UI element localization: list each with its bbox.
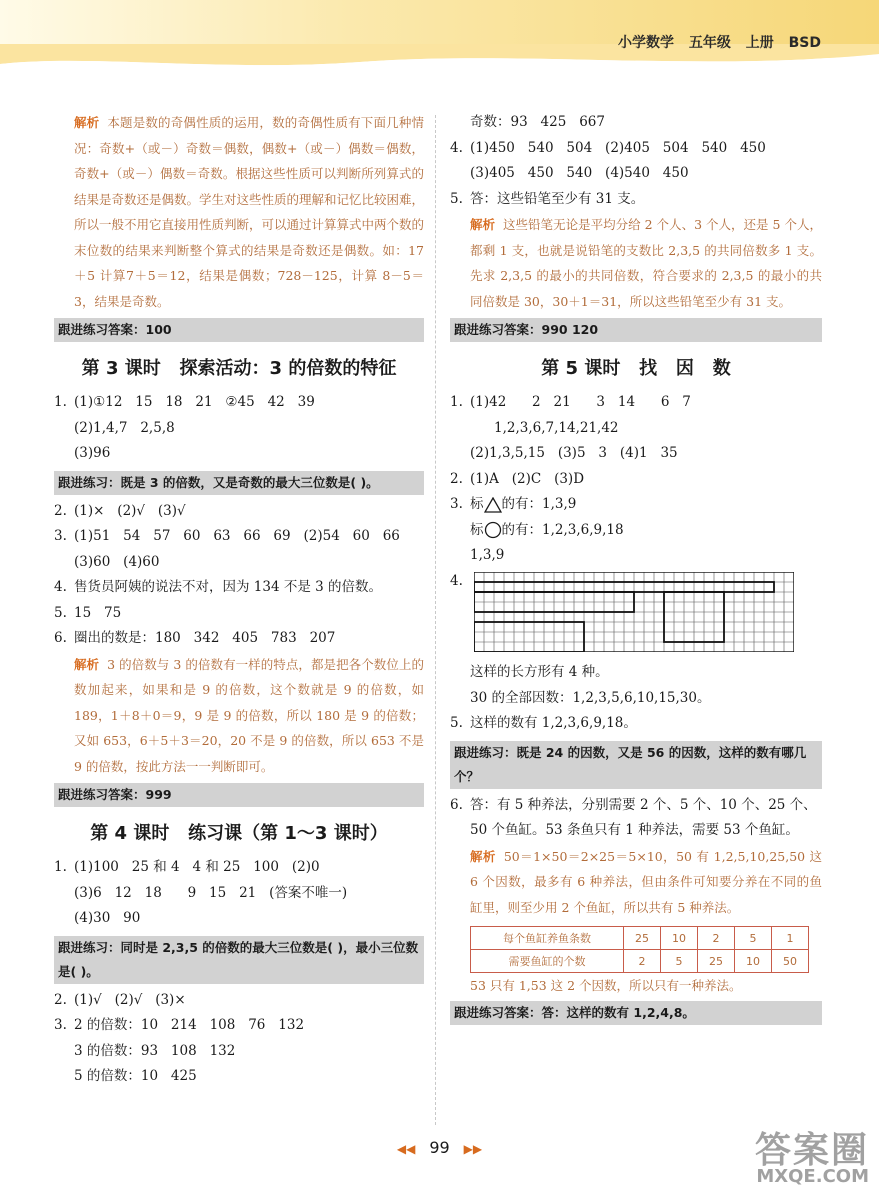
table-cell: 1 (772, 927, 809, 950)
answer-text: 答：有 5 种养法，分别需要 2 个、5 个、10 个、25 个、50 个鱼缸。53 条鱼只有 1 种养法，需要 53 个鱼缸。 (470, 796, 817, 838)
prev-arrows-icon: ◀◀ (396, 1142, 416, 1156)
analysis-text: 50＝1×50＝2×25＝5×10，50 有 1,2,5,10,25,50 这 6 个因数，最多有 6 种养法，但由条件可知要分养在不同的鱼缸里，则至少用 2 个鱼缸，所以共有 5 种养法。 (470, 848, 822, 915)
answer-text: (1)A (2)C (3)D (470, 470, 585, 487)
follow-answer-value: 990 120 (541, 322, 599, 337)
answer-prefix: 标 (470, 496, 484, 512)
grid-figure (474, 572, 794, 652)
question-line (54, 1013, 424, 1039)
answer-text: 的有：1,3,9 (501, 496, 577, 512)
question-number: 3. (450, 496, 463, 512)
question-number: 6. (450, 796, 463, 813)
table-cell: 10 (661, 927, 698, 950)
follow-answer-value: 答：这样的数有 1,2,4,8。 (541, 1005, 695, 1020)
question-number: 4. (54, 579, 67, 595)
answer-text: (1)100 25 和 4 4 和 25 100 (2)0 (74, 859, 320, 875)
follow-answer (450, 318, 822, 342)
answer-line: (4)30 90 (74, 910, 141, 926)
question-line (54, 575, 424, 601)
question-number: 2. (450, 470, 463, 487)
table-cell: 2 (624, 950, 661, 973)
follow-answer-label: 跟进练习答案： (58, 322, 146, 337)
answer-text: 答：这些铅笔至少有 31 支。 (470, 190, 645, 207)
question-line (450, 467, 822, 493)
page-footer (0, 1138, 879, 1157)
follow-answer (450, 1001, 822, 1025)
question-number: 1. (450, 394, 463, 410)
question-line (54, 499, 424, 525)
analysis-tag: 解析 (74, 115, 100, 130)
question-number: 1. (54, 394, 67, 410)
answer-text: (1)①12 15 18 21 ②45 42 39 (74, 394, 315, 410)
follow-answer-label: 跟进练习答案： (58, 787, 146, 802)
question-number: 1. (54, 859, 67, 875)
question-number: 2. (54, 991, 67, 1008)
question-line (54, 601, 424, 627)
analysis-text: 本题是数的奇偶性质的运用，数的奇偶性质有下面几种情况：奇数+（或－）奇数＝偶数，偶数+（或－）偶数＝偶数，奇数+（或－）偶数＝奇数。根据这些性质可以判断所列算式的结果是奇数还是偶数。学生对这些性质的理解和记忆比较困难，所以一般不用它直接用性质判断，可以通过计算算式中两个数的末位数的结果来判断整个算式的结果是奇数还是偶数。如：17＋5 计算7＋5＝12，结果是偶数；728－125，计算 8－5＝3，结果是奇数。 (74, 115, 425, 309)
answer-line: (2)1,4,7 2,5,8 (74, 419, 175, 436)
answer-text: (1)× (2)√ (3)√ (74, 502, 186, 519)
answer-text: 15 75 (74, 604, 122, 621)
question-number: 5. (450, 190, 463, 207)
analysis-tag: 解析 (74, 656, 100, 672)
watermark-url: MXQE.COM (756, 1166, 869, 1187)
question-line (54, 390, 424, 416)
question-line (450, 711, 822, 737)
follow-question: 跟进练习：既是 3 的倍数，又是奇数的最大三位数是( )。 (54, 471, 424, 495)
table-cell: 5 (735, 927, 772, 950)
follow-answer-value: 999 (145, 787, 172, 802)
answer-line (450, 518, 822, 544)
analysis-block (450, 844, 822, 921)
watermark-title: 答案圈 (754, 1130, 869, 1171)
question-number: 6. (54, 630, 67, 646)
table-cell: 10 (735, 950, 772, 973)
follow-answer-label: 跟进练习答案： (454, 322, 542, 337)
question-line (54, 988, 424, 1014)
answer-line: 奇数：93 425 667 (470, 114, 605, 130)
section-title-4: 第 4 课时 练习课（第 1～3 课时） (90, 823, 388, 844)
table-row (471, 927, 809, 950)
answer-line: (3)6 12 18 9 15 21 (答案不唯一) (74, 884, 348, 901)
fish-tank-table (470, 926, 809, 973)
answer-text: 2 的倍数：10 214 108 76 132 (74, 1017, 305, 1033)
table-row-label: 每个鱼缸养鱼条数 (471, 927, 624, 950)
section-title-5: 第 5 课时 找 因 数 (541, 358, 731, 379)
analysis-tag: 解析 (470, 848, 496, 864)
rectangle-grid-figure (474, 572, 822, 656)
answer-text: (1)51 54 57 60 63 66 69 (2)54 60 66 (74, 528, 400, 544)
answer-line: 3 的倍数：93 108 132 (74, 1042, 236, 1059)
answer-line: (3)96 (74, 445, 111, 461)
right-column (450, 110, 822, 1029)
triangle-icon (484, 497, 502, 513)
question-number: 4. (450, 572, 463, 589)
answer-line: 1,3,9 (470, 547, 505, 563)
watermark-logo (754, 1130, 869, 1190)
next-arrows-icon: ▶▶ (463, 1142, 483, 1156)
answer-text: 这样的数有 1,2,3,6,9,18。 (470, 715, 637, 731)
answer-line: (2)1,3,5,15 (3)5 3 (4)1 35 (470, 445, 678, 461)
table-row-label: 需要鱼缸的个数 (471, 950, 624, 973)
question-number: 5. (450, 715, 463, 731)
analysis-block (450, 212, 822, 314)
section-title-3: 第 3 课时 探索活动：3 的倍数的特征 (81, 358, 397, 379)
question-number: 5. (54, 604, 67, 621)
analysis-tag: 解析 (470, 217, 496, 232)
answer-text: (1)√ (2)√ (3)× (74, 991, 186, 1008)
follow-answer (54, 783, 424, 807)
table-cell: 25 (624, 927, 661, 950)
answer-line: 5 的倍数：10 425 (74, 1068, 197, 1084)
answer-text: 圈出的数是：180 342 405 783 207 (74, 630, 336, 646)
question-number: 2. (54, 502, 67, 519)
question-line (54, 855, 424, 881)
question-number: 3. (54, 528, 67, 544)
question-number: 3. (54, 1017, 67, 1033)
answer-text: 的有：1,2,3,6,9,18 (501, 521, 624, 538)
analysis-text: 这些铅笔无论是平均分给 2 个人、3 个人，还是 5 个人，都剩 1 支，也就是说铅笔的支数比 2,3,5 的共同倍数多 1 支。先求 2,3,5 的最小的共同倍数，符合要求的 2,3,5 的最小的共同倍数是 30，30＋1＝31，所以这些铅笔至少有 31 支。 (470, 217, 822, 309)
answer-line: (3)60 (4)60 (74, 553, 160, 570)
follow-answer-label: 跟进练习答案： (454, 1005, 542, 1020)
table-cell: 25 (698, 950, 735, 973)
follow-question: 跟进练习：同时是 2,3,5 的倍数的最大三位数是( )，最小三位数是( )。 (54, 936, 424, 984)
analysis-text-after-table: 53 只有 1,53 这 2 个因数，所以只有一种养法。 (470, 978, 742, 993)
follow-question: 跟进练习：既是 24 的因数，又是 56 的因数，这样的数有哪几个？ (450, 741, 822, 789)
column-divider (435, 115, 436, 1125)
question-line (450, 793, 822, 844)
question-line (54, 626, 424, 652)
answer-prefix: 标 (470, 521, 484, 538)
analysis-block (54, 652, 424, 780)
follow-answer-value: 100 (145, 322, 172, 337)
question-line (54, 524, 424, 550)
answer-line: 30 的全部因数：1,2,3,5,6,10,15,30。 (470, 689, 711, 706)
left-column (54, 110, 424, 1090)
circle-icon (484, 521, 502, 539)
table-cell: 5 (661, 950, 698, 973)
answer-line: 1,2,3,6,7,14,21,42 (494, 419, 619, 436)
question-line (450, 187, 822, 213)
analysis-text: 3 的倍数与 3 的倍数有一样的特点，都是把各个数位上的数加起来，如果和是 9 的倍数，这个数就是 9 的倍数，如 189，1＋8＋0＝9，9 是 9 的倍数，所以 180 是 9 的倍数；又如 653，6＋5＋3＝20，20 不是 9 的倍数，所以 653 不是 9 的倍数，按此方法一一判断即可。 (74, 656, 424, 774)
page-number: 99 (429, 1138, 450, 1157)
analysis-block (54, 110, 424, 314)
question-line (450, 492, 822, 518)
question-line (450, 136, 822, 162)
answer-text: 售货员阿姨的说法不对，因为 134 不是 3 的倍数。 (74, 579, 383, 595)
answer-text: (1)42 2 21 3 14 6 7 (470, 394, 691, 410)
answer-text: (1)450 540 504 (2)405 504 540 450 (470, 139, 766, 156)
header-title: 小学数学 五年级 上册 BSD (618, 35, 821, 51)
answer-line: (3)405 450 540 (4)540 450 (470, 165, 689, 181)
question-number: 4. (450, 139, 463, 156)
follow-answer (54, 318, 424, 342)
question-line (450, 390, 822, 416)
table-cell: 2 (698, 927, 735, 950)
table-row (471, 950, 809, 973)
table-cell: 50 (772, 950, 809, 973)
answer-line: 这样的长方形有 4 种。 (470, 664, 609, 680)
